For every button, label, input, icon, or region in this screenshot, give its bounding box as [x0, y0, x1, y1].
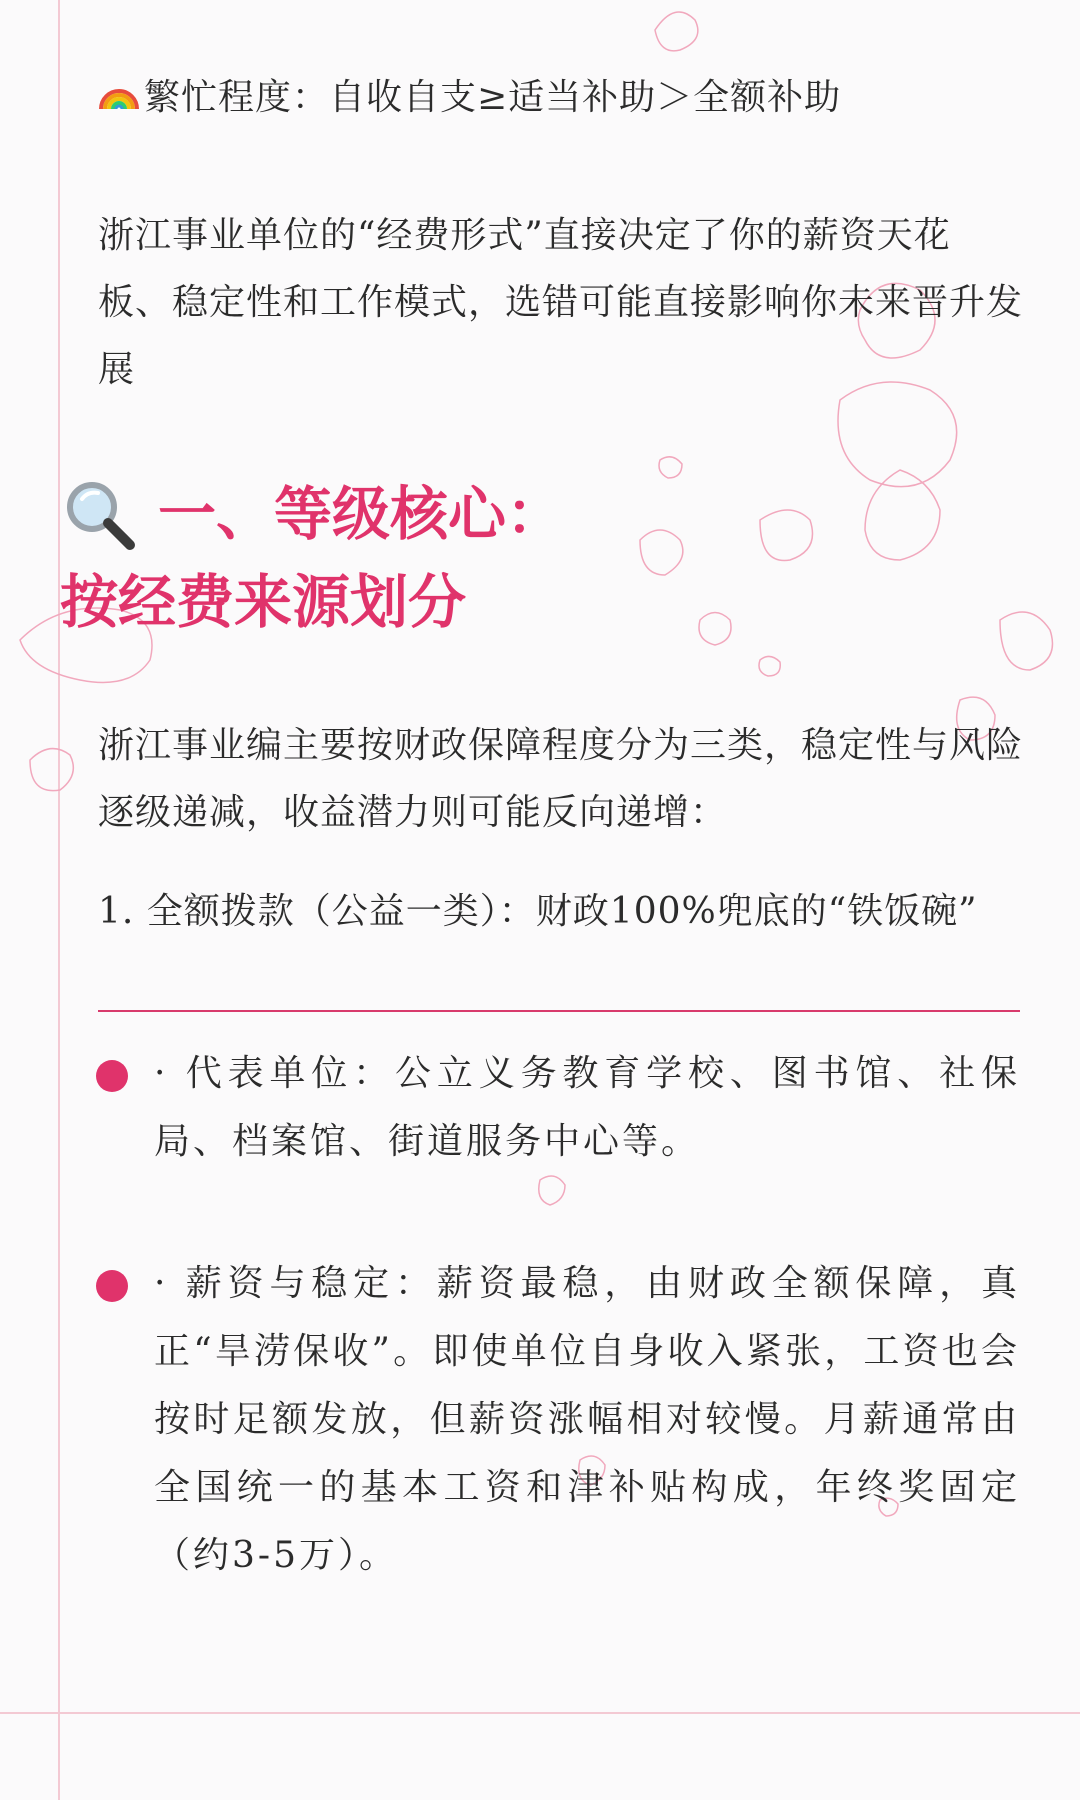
intro-paragraph: 浙江事业单位的“经费形式”直接决定了你的薪资天花板、稳定性和工作模式，选错可能直接影响你未来晋升发展 — [98, 215, 1024, 390]
section-title-line1: 一、等级核心： — [158, 480, 565, 548]
bullet-dot — [96, 1270, 128, 1302]
bullet-representative-units: · 代表单位：公立义务教育学校、图书馆、社保局、档案馆、街道服务中心等。 — [154, 1053, 1020, 1162]
section-title-line2: 按经费来源划分 — [60, 568, 467, 636]
section-heading-line1 — [60, 470, 1020, 558]
divider-line — [98, 1010, 1020, 1012]
classification-paragraph: 浙江事业编主要按财政保障程度分为三类，稳定性与风险逐级递减，收益潜力则可能反向递增： — [98, 725, 1024, 833]
busyness-summary-line — [98, 64, 1023, 131]
busyness-summary-text: 繁忙程度：自收自支≥适当补助＞全额补助 — [144, 77, 842, 118]
bullet-salary-stability: · 薪资与稳定：薪资最稳，由财政全额保障，真正“旱涝保收”。即使单位自身收入紧张，工资也会按时足额发放，但薪资涨幅相对较慢。月薪通常由全国统一的基本工资和津补贴构成，年终奖固定（约3-5万）。 — [154, 1263, 1020, 1576]
magnifier-icon — [60, 475, 138, 553]
rainbow-icon — [98, 77, 140, 119]
bullet-dot — [96, 1060, 128, 1092]
list-item-full-funding: 1. 全额拨款（公益一类）：财政100%兜底的“铁饭碗” — [98, 891, 978, 932]
